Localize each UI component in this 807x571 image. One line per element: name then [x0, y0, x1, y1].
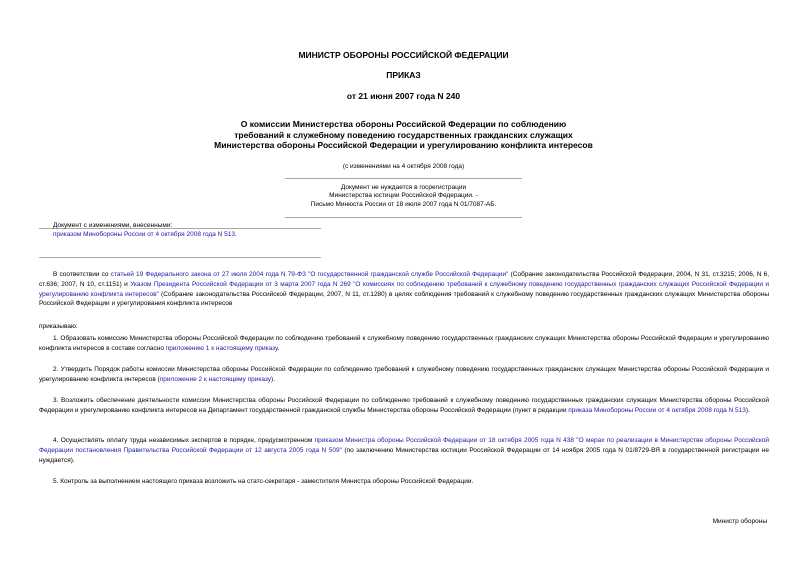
amending-order-link[interactable]: приказа Минобороны России от 4 октября 2008 года N 513	[568, 406, 746, 414]
amendments-label: Документ с изменениями, внесенными:	[53, 222, 173, 229]
document-date-number: от 21 июня 2007 года N 240	[346, 91, 461, 101]
presidential-decree-link[interactable]: Указом Президента Российской Федерации от 3 марта 2007 года N 269 "О комиссиях по соблюдению требований к служебному поведению государственных гражданских служащих Российской Федерации и урегулированию конфликта интересов"	[39, 280, 769, 298]
order-item-2	[39, 365, 769, 385]
document-type-heading: ПРИКАЗ	[386, 70, 421, 80]
document-title-line: требований к служебному поведению государственных гражданских служащих	[234, 129, 573, 140]
document-title-line: О комиссии Министерства обороны Российской Федерации по соблюдению	[240, 119, 567, 129]
order-item-text: ).	[745, 406, 750, 414]
appendix-2-link[interactable]: приложение 2 к настоящему приказу	[159, 375, 272, 383]
divider	[285, 217, 522, 218]
registration-note-line: Документ не нуждается в госрегистрации	[340, 184, 467, 191]
signature-title: Министр обороны	[712, 518, 767, 525]
order-item-4	[39, 436, 769, 465]
order-item-text: ).	[271, 375, 276, 383]
registration-note-line: Министерства юстиции Российской Федерации. -	[329, 192, 478, 200]
appendix-1-link[interactable]: приложению 1 к настоящему приказу	[165, 344, 278, 352]
amendments-block	[53, 221, 343, 240]
order-item-text: 5. Контроль за выполнением настоящего приказа возложить на статс-секретаря - заместителя Министра обороны Российской Федерации.	[53, 478, 474, 485]
order-item-text: 4. Осуществлять оплату труда независимых экспертов в порядке, предусмотренном	[53, 437, 315, 444]
order-word: приказываю:	[39, 323, 78, 330]
preamble-text: В соответствии со	[53, 271, 111, 278]
order-item-5	[39, 477, 769, 487]
issuer-heading: МИНИСТР ОБОРОНЫ РОССИЙСКОЙ ФЕДЕРАЦИИ	[298, 50, 509, 60]
order-item-1	[39, 334, 769, 354]
document-title	[0, 119, 807, 151]
order-item-3	[39, 396, 769, 416]
registration-note-line: Письмо Минюста России от 18 июля 2007 года N 01/7087-АБ.	[310, 200, 497, 208]
divider	[285, 178, 522, 179]
order-item-text: 3. Возложить обеспечение деятельности комиссии Министерства обороны Российской Федерации по соблюдению требований к служебному поведению государственных гражданских служащих Министерства обороны Российской Федерации и урегулированию конфликта интересов на Департамент государственной гражданской службы Министерства обороны Российской Федерации (пункт в редакции	[39, 397, 769, 414]
registration-note	[0, 184, 807, 209]
divider	[39, 257, 321, 258]
document-title-line: Министерства обороны Российской Федерации и урегулированию конфликта интересов	[214, 140, 593, 151]
order-item-text: 2. Утвердить Порядок работы комиссии Министерства обороны Российской Федерации по соблюдению требований к служебному поведению государственных гражданских служащих Министерства обороны Российской Федерации и урегулированию конфликта интересов (	[39, 366, 769, 383]
federal-law-link[interactable]: статьей 19 Федерального закона от 27 июля 2004 года N 79-ФЗ "О государственной гражданской службе Российской Федерации"	[110, 271, 509, 278]
order-item-text: 1. Образовать комиссию Министерства обороны Российской Федерации по соблюдению требований к служебному поведению государственных гражданских служащих Министерства обороны Российской Федерации и урегулированию конфликта интересов в составе согласно	[39, 335, 769, 352]
order-item-text: .	[277, 344, 280, 352]
preamble-paragraph	[39, 270, 769, 309]
preamble-text: (Собрание законодательства Российской Федерации, 2004, N 31, ст.3215; 2006, N 6, ст.636; 2007, N 10, ст.1151) и	[39, 271, 769, 288]
preamble-text: (Собрание законодательства Российской Федерации, 2007, N 11, ст.1280) в целях соблюдения требований к служебному поведению государственных гражданских служащих Министерства обороны Российской Федерации и урегулирования конфликта интересов	[39, 290, 769, 308]
amendment-date-note: (с изменениями на 4 октября 2008 года)	[342, 163, 465, 170]
amendment-order-link[interactable]: приказом Минобороны России от 4 октября 2008 года N 513.	[53, 231, 237, 239]
order-item-text: (по заключению Министерства юстиции Российской Федерации от 14 ноября 2005 года N 01/8729-ВЯ в государственной регистрации не нуждается).	[39, 446, 769, 464]
order-438-link[interactable]: приказом Министра обороны Российской Федерации от 18 октября 2005 года N 438 "О мерах по реализации в Министерстве обороны Российской Федерации постановления Правительства Российской Федерации от 12 августа 2005 года N 509"	[39, 437, 769, 454]
